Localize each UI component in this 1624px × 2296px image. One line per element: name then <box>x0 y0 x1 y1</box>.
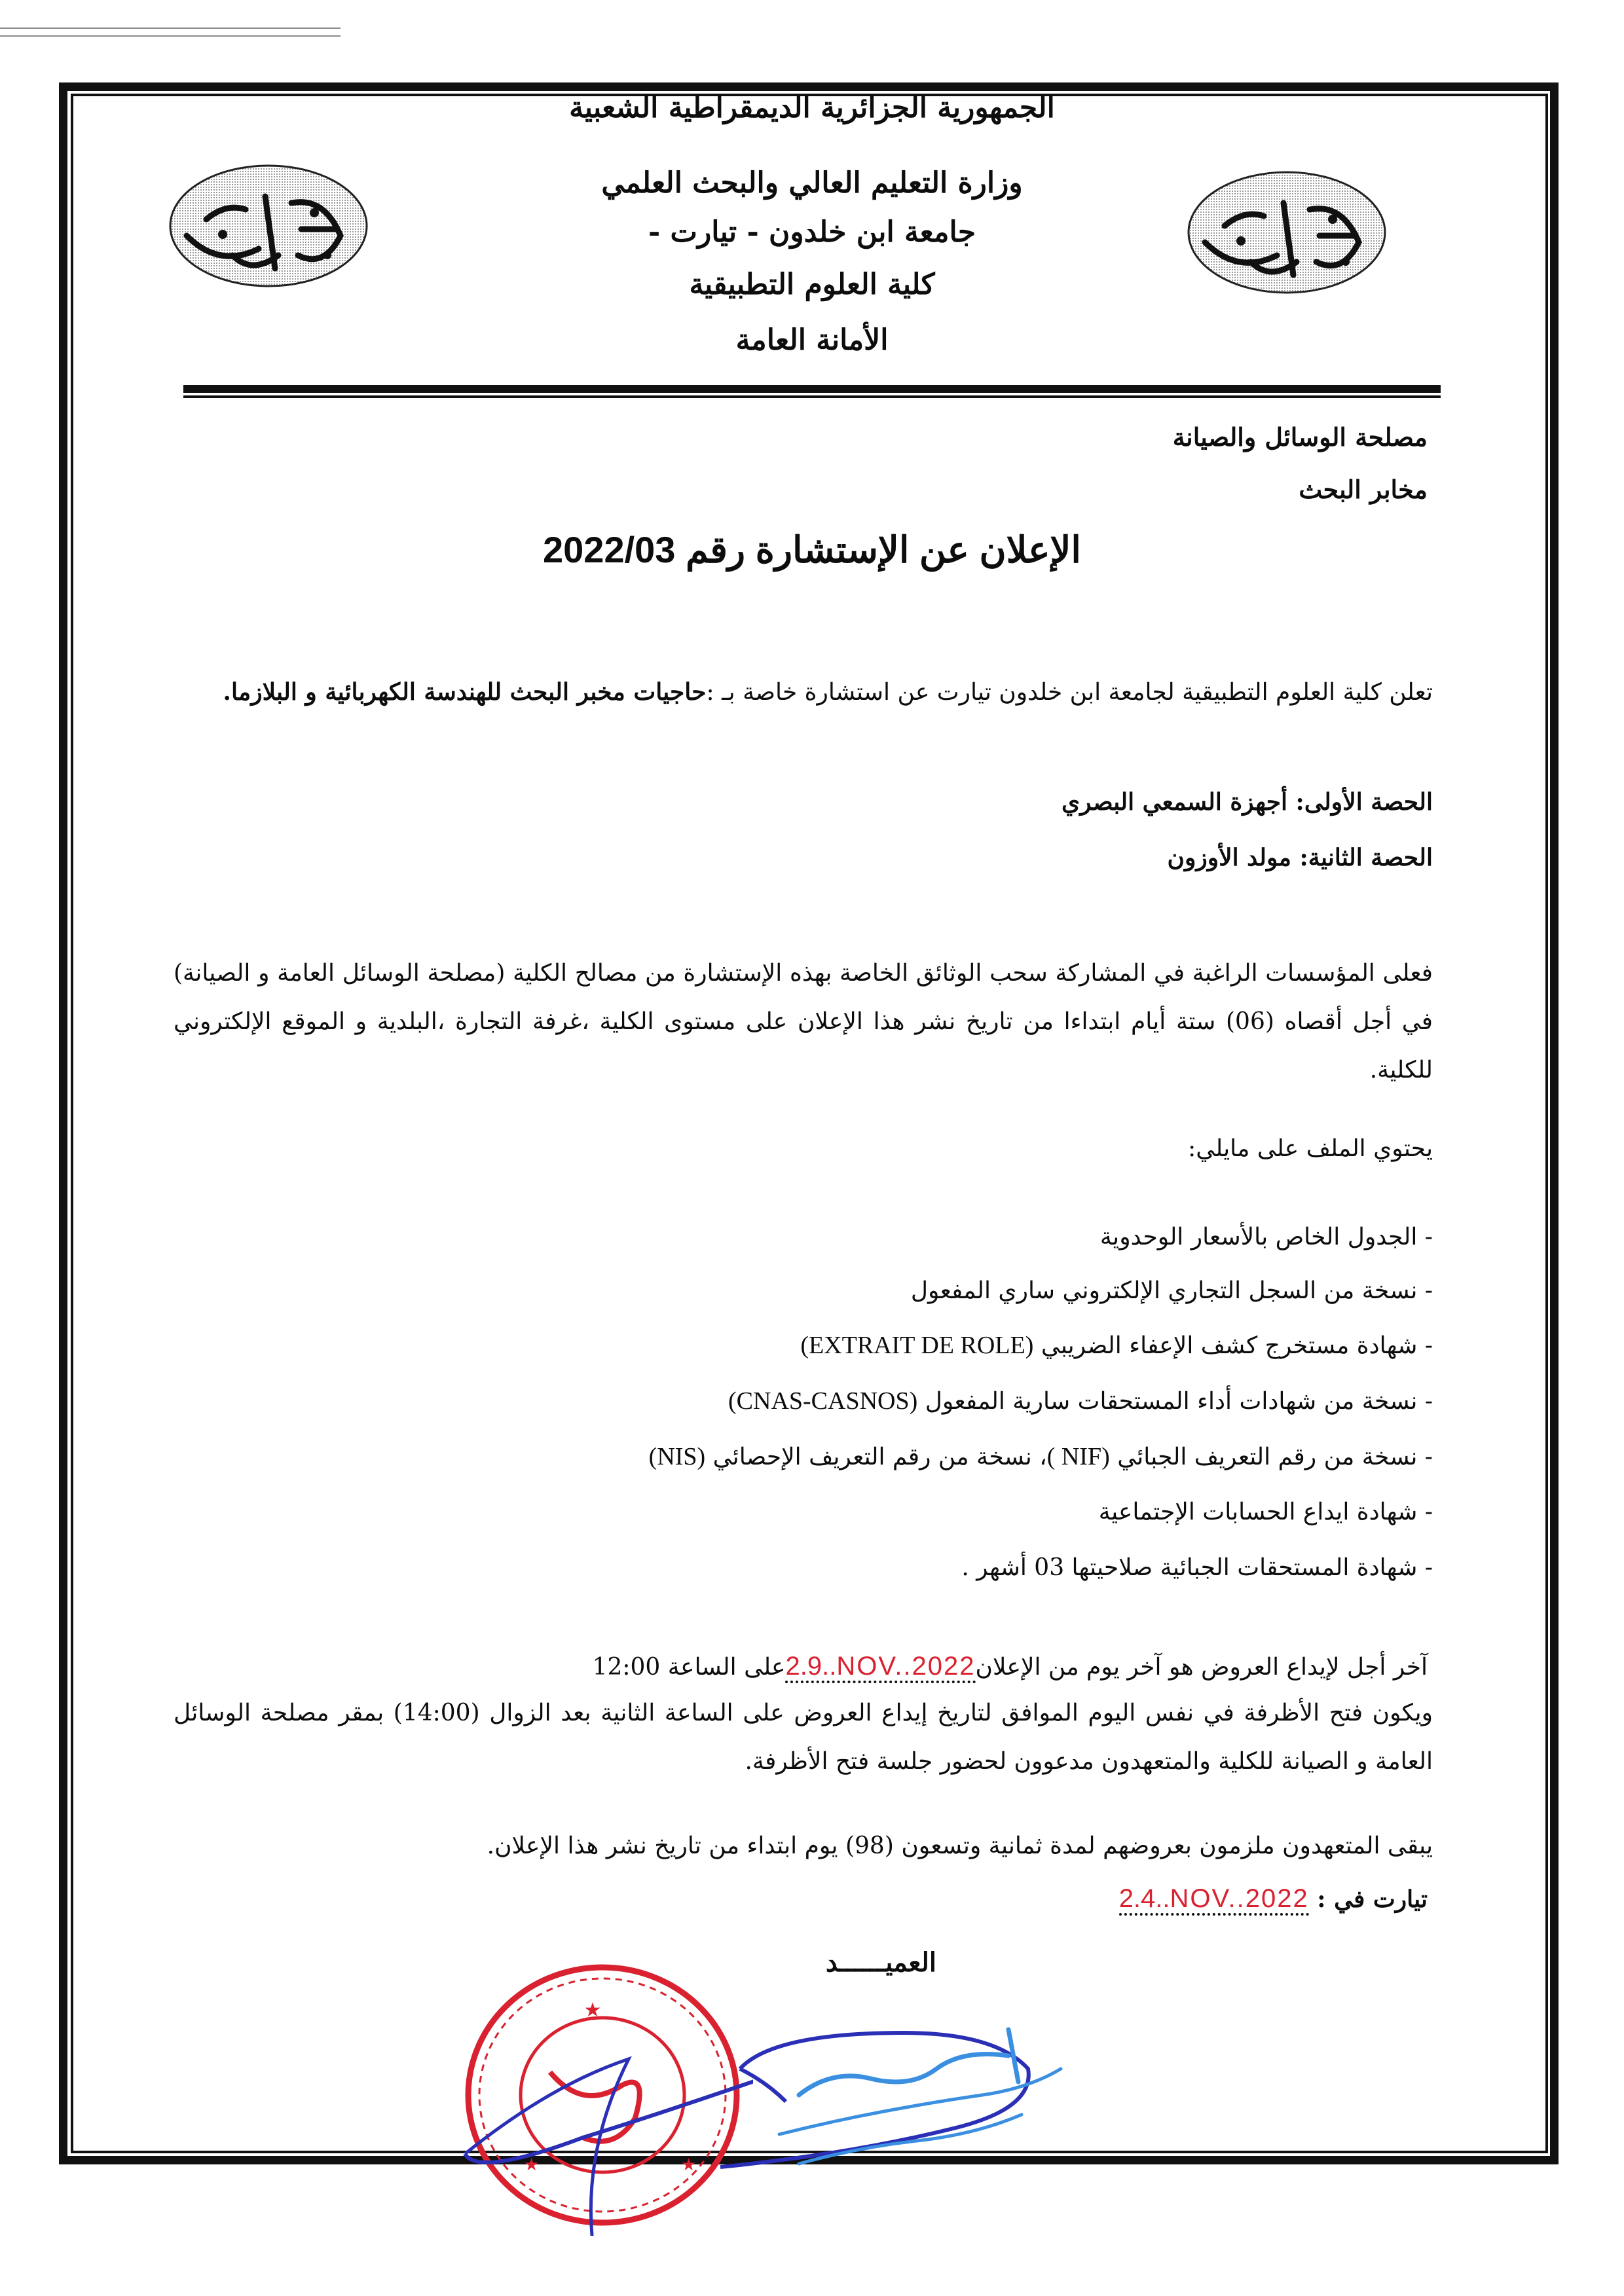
document-text: - نسخة من رقم التعريف الجبائي <box>1117 1444 1433 1470</box>
svg-text:★: ★ <box>681 2155 697 2175</box>
header-divider <box>183 385 1441 393</box>
lot-2 <box>1168 838 1433 877</box>
header-faculty: كلية العلوم التطبيقية <box>689 268 935 301</box>
document-text: - شهادة مستخرج كشف الإعفاء الضريبي <box>1041 1332 1433 1359</box>
document-text: - شهادة المستحقات الجبائية صلاحيتها 03 أشهر . <box>961 1554 1433 1581</box>
deadline-suffix: على الساعة 12:00 <box>592 1654 786 1681</box>
document-text: ، نسخة من رقم التعريف الإحصائي <box>712 1444 1047 1470</box>
place-date <box>1119 1879 1428 1919</box>
deadline-date-stamp: 2.9..NOV..2022 <box>785 1652 975 1683</box>
document-item <box>961 1548 1433 1588</box>
lot-1 <box>1061 782 1433 822</box>
scan-edge-line <box>0 27 341 29</box>
lot-2-label: الحصة الثانية: <box>1299 844 1433 871</box>
document-item <box>800 1326 1433 1366</box>
file-contents-heading: يحتوي الملف على مايلي: <box>1188 1135 1433 1162</box>
document-code: (EXTRAIT DE ROLE) <box>800 1332 1034 1359</box>
header-republic: الجمهورية الجزائرية الديمقراطية الشعبية <box>569 91 1055 124</box>
scan-edge-line <box>0 35 341 37</box>
participation-paragraph: فعلى المؤسسات الراغبة في المشاركة سحب الوثائق الخاصة بهذه الإستشارة من مصالح الكلية (مصلحة الوسائل العامة و الصيانة) في أجل أقصاه (06) ستة أيام ابتداءا من تاريخ نشر هذا الإعلان على مستوى الكلية ،غرفة التجارة ،البلدية و الموقع الإلكتروني للكلية. <box>174 960 1433 1084</box>
document-item <box>1099 1493 1433 1532</box>
deadline-line <box>593 1647 1428 1687</box>
svg-text:★: ★ <box>583 1999 602 2022</box>
header-university: جامعة ابن خلدون - تيارت - <box>648 215 976 249</box>
document-item <box>1100 1218 1433 1257</box>
document-item <box>649 1437 1433 1477</box>
department-research-labs: مخابر البحث <box>1299 475 1428 504</box>
document-text: - الجدول الخاص بالأسعار الوحدوية <box>1099 1224 1433 1250</box>
department-means-maintenance: مصلحة الوسائل والصيانة <box>1172 422 1428 452</box>
intro-paragraph <box>174 668 1433 717</box>
document-code: (CNAS-CASNOS) <box>728 1387 918 1415</box>
document-item <box>728 1381 1433 1421</box>
opening-paragraph: ويكون فتح الأظرفة في نفس اليوم الموافق لتاريخ إيداع العروض على الساعة الثانية بعد الزوال (14:00) بمقر مصلحة الوسائل العامة و الصيانة للكلية والمتعهدون مدعوون لحضور جلسة فتح الأظرفة. <box>174 1700 1433 1775</box>
document-code: (NIS) <box>648 1443 706 1470</box>
document-item <box>911 1271 1433 1311</box>
lot-1-label: الحصة الأولى: <box>1295 788 1433 816</box>
document-text: - نسخة من شهادات أداء المستحقات سارية المفعول <box>925 1388 1433 1415</box>
header-ministry: وزارة التعليم العالي والبحث العلمي <box>601 166 1023 200</box>
document-text: - شهادة ايداع الحسابات الإجتماعية <box>1098 1499 1433 1525</box>
place-date-stamp: 2.4..NOV..2022 <box>1119 1884 1309 1916</box>
header-divider-thin <box>183 395 1441 398</box>
official-seal-stamp <box>452 1954 753 2236</box>
lot-1-value: أجهزة السمعي البصري <box>1061 788 1287 816</box>
announcement-title: الإعلان عن الإستشارة رقم 2022/03 <box>543 529 1081 570</box>
header-secretariat: الأمانة العامة <box>735 323 889 357</box>
svg-text:★: ★ <box>524 2155 540 2175</box>
signature-stamp <box>720 1971 1126 2180</box>
signatory-title: العميــــــد <box>825 1947 936 1978</box>
lot-2-value: مولد الأوزون <box>1167 844 1291 871</box>
intro-text: تعلن كلية العلوم التطبيقية لجامعة ابن خلدون تيارت عن استشارة خاصة بـ : <box>706 679 1433 706</box>
deadline-prefix: آخر أجل لإيداع العروض هو آخر يوم من الإعلان <box>975 1654 1428 1681</box>
document-text: - نسخة من السجل التجاري الإلكتروني ساري المفعول <box>910 1277 1433 1304</box>
intro-subject: حاجيات مخبر البحث للهندسة الكهربائية و البلازما. <box>223 678 707 706</box>
place-date-label: تيارت في : <box>1317 1886 1428 1913</box>
document-code: ( NIF) <box>1046 1443 1110 1470</box>
validity-paragraph: يبقى المتعهدون ملزمون بعروضهم لمدة ثمانية وتسعون (98) يوم ابتداء من تاريخ نشر هذا الإعلان. <box>487 1832 1433 1859</box>
